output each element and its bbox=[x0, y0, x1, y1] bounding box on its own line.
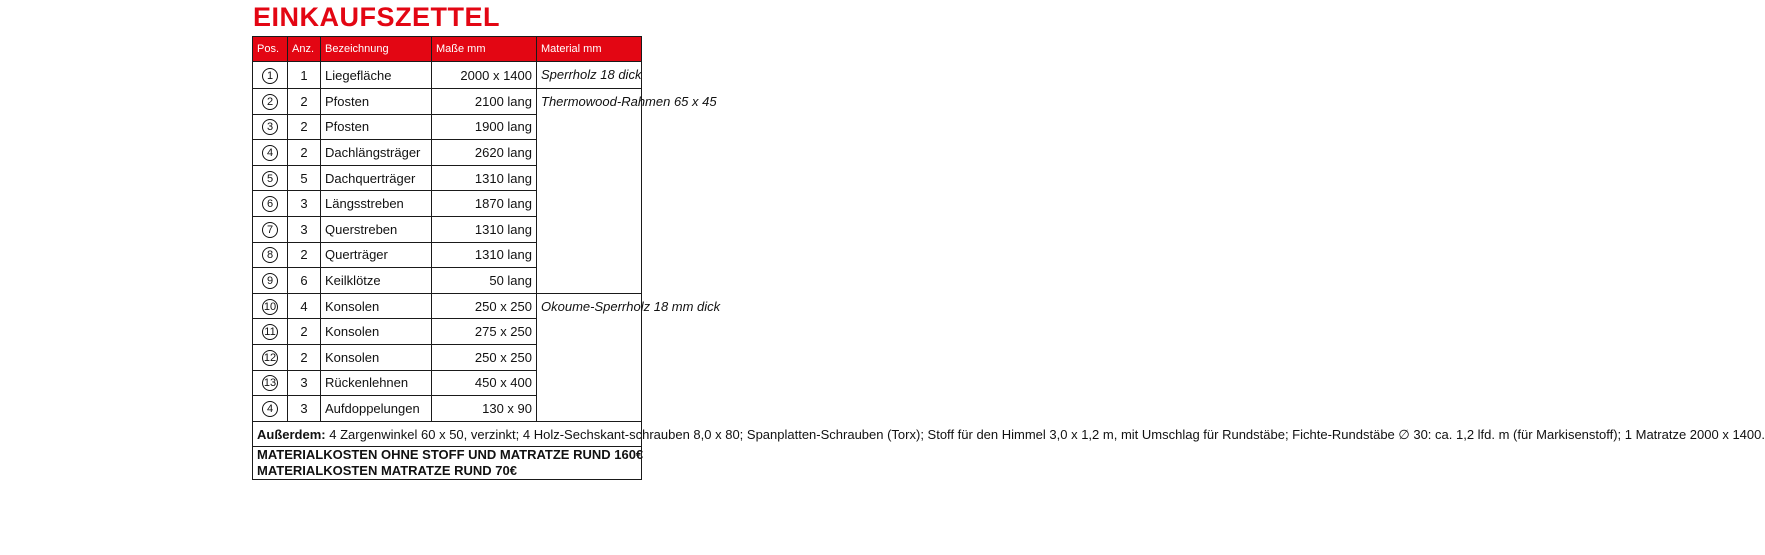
anz-cell: 3 bbox=[288, 216, 321, 242]
position-number: 6 bbox=[262, 196, 278, 212]
anz-cell: 4 bbox=[288, 293, 321, 319]
bezeichnung-cell: Pfosten bbox=[321, 89, 432, 115]
table-row bbox=[253, 293, 642, 319]
header-pos: Pos. bbox=[253, 37, 288, 62]
cost-line-2: MATERIALKOSTEN MATRATZE RUND 70€ bbox=[257, 463, 517, 479]
bezeichnung-cell: Querstreben bbox=[321, 216, 432, 242]
anz-cell: 2 bbox=[288, 140, 321, 166]
anz-cell: 2 bbox=[288, 344, 321, 370]
position-number: 1 bbox=[262, 68, 278, 84]
anz-cell: 5 bbox=[288, 165, 321, 191]
position-number: 9 bbox=[262, 273, 278, 289]
position-number: 11 bbox=[262, 324, 278, 340]
pos-cell bbox=[253, 165, 288, 191]
bezeichnung-cell: Keilklötze bbox=[321, 268, 432, 294]
pos-cell bbox=[253, 89, 288, 115]
bezeichnung-cell: Pfosten bbox=[321, 114, 432, 140]
anz-cell: 2 bbox=[288, 319, 321, 345]
position-number: 4 bbox=[262, 145, 278, 161]
material-cell: Sperrholz 18 dick bbox=[537, 62, 642, 89]
masse-cell: 2100 lang bbox=[432, 89, 537, 115]
header-masse: Maße mm bbox=[432, 37, 537, 62]
notes-label: Außerdem: bbox=[257, 426, 326, 442]
costs-cell bbox=[253, 447, 642, 480]
notes-text: 4 Zargenwinkel 60 x 50, verzinkt; 4 Holz-Sechskant-schrauben 8,0 x 80; Spanplatten-Schrauben (Torx); Stoff für den Himmel 3,0 x 1,2 m, mit Umschlag für Rundstäbe; Fichte-Rundstäbe ∅ 30: ca. 1,2 lfd. m (für Markisenstoff); 1 Matratze 2000 x 1400. bbox=[325, 426, 1765, 442]
bezeichnung-cell: Längsstreben bbox=[321, 191, 432, 217]
masse-cell: 130 x 90 bbox=[432, 396, 537, 422]
material-cell: Okoume-Sperrholz 18 mm dick bbox=[537, 293, 642, 421]
anz-cell: 3 bbox=[288, 396, 321, 422]
pos-cell bbox=[253, 114, 288, 140]
anz-cell: 1 bbox=[288, 62, 321, 89]
bezeichnung-cell: Konsolen bbox=[321, 344, 432, 370]
notes-row bbox=[253, 421, 642, 447]
masse-cell: 450 x 400 bbox=[432, 370, 537, 396]
pos-cell bbox=[253, 216, 288, 242]
header-anz: Anz. bbox=[288, 37, 321, 62]
notes-cell bbox=[253, 421, 1765, 447]
masse-cell: 1870 lang bbox=[432, 191, 537, 217]
position-number: 12 bbox=[263, 351, 277, 364]
header-material: Material mm bbox=[537, 37, 642, 62]
pos-cell bbox=[253, 344, 288, 370]
masse-cell: 250 x 250 bbox=[432, 344, 537, 370]
pos-cell bbox=[253, 191, 288, 217]
table-row bbox=[253, 62, 642, 89]
bezeichnung-cell: Konsolen bbox=[321, 293, 432, 319]
position-number: 2 bbox=[262, 94, 278, 110]
masse-cell: 1900 lang bbox=[432, 114, 537, 140]
bezeichnung-cell: Dachlängsträger bbox=[321, 140, 432, 166]
position-number: 7 bbox=[262, 222, 278, 238]
page-title: EINKAUFSZETTEL bbox=[253, 2, 500, 32]
pos-cell bbox=[253, 319, 288, 345]
cost-line-1: MATERIALKOSTEN OHNE STOFF UND MATRATZE RUND 160€ bbox=[257, 447, 644, 463]
pos-cell bbox=[253, 242, 288, 268]
bezeichnung-cell: Liegefläche bbox=[321, 62, 432, 89]
costs-row bbox=[253, 447, 642, 480]
table-row bbox=[253, 89, 642, 115]
pos-cell bbox=[253, 396, 288, 422]
position-number: 3 bbox=[262, 119, 278, 135]
table-header-row bbox=[253, 37, 642, 62]
bezeichnung-cell: Dachquerträger bbox=[321, 165, 432, 191]
bezeichnung-cell: Aufdoppelungen bbox=[321, 396, 432, 422]
position-number: 10 bbox=[263, 300, 277, 313]
masse-cell: 1310 lang bbox=[432, 165, 537, 191]
material-cell: Thermowood-Rahmen 65 x 45 bbox=[537, 89, 642, 294]
bezeichnung-cell: Querträger bbox=[321, 242, 432, 268]
pos-cell bbox=[253, 140, 288, 166]
anz-cell: 6 bbox=[288, 268, 321, 294]
bezeichnung-cell: Rückenlehnen bbox=[321, 370, 432, 396]
masse-cell: 275 x 250 bbox=[432, 319, 537, 345]
pos-cell bbox=[253, 62, 288, 89]
bezeichnung-cell: Konsolen bbox=[321, 319, 432, 345]
position-number: 4 bbox=[262, 401, 278, 417]
anz-cell: 2 bbox=[288, 114, 321, 140]
masse-cell: 1310 lang bbox=[432, 216, 537, 242]
header-bezeichnung: Bezeichnung bbox=[321, 37, 432, 62]
masse-cell: 2620 lang bbox=[432, 140, 537, 166]
anz-cell: 2 bbox=[288, 89, 321, 115]
position-number: 5 bbox=[262, 171, 278, 187]
masse-cell: 50 lang bbox=[432, 268, 537, 294]
masse-cell: 250 x 250 bbox=[432, 293, 537, 319]
masse-cell: 2000 x 1400 bbox=[432, 62, 537, 89]
shopping-list-table bbox=[252, 36, 1765, 480]
anz-cell: 3 bbox=[288, 191, 321, 217]
pos-cell bbox=[253, 293, 288, 319]
pos-cell bbox=[253, 268, 288, 294]
position-number: 13 bbox=[263, 377, 277, 390]
anz-cell: 2 bbox=[288, 242, 321, 268]
position-number: 8 bbox=[262, 247, 278, 263]
masse-cell: 1310 lang bbox=[432, 242, 537, 268]
pos-cell bbox=[253, 370, 288, 396]
anz-cell: 3 bbox=[288, 370, 321, 396]
